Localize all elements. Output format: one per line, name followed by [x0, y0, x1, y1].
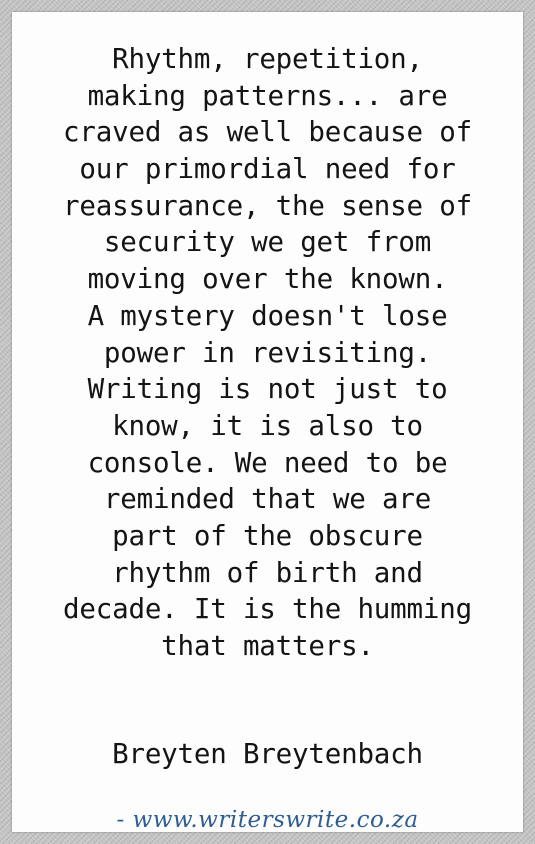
- quote-card: [12, 12, 523, 832]
- quote-line: power in revisiting.: [103, 336, 432, 369]
- quote-line: Writing is not just to: [87, 373, 448, 406]
- quote-line: part of the obscure: [112, 519, 423, 552]
- quote-line: reminded that we are: [103, 483, 432, 516]
- quote-line: know, it is also to: [112, 409, 423, 442]
- quote-line: console. We need to be: [87, 446, 448, 479]
- quote-line: our primordial need for: [79, 153, 456, 186]
- quote-line: making patterns... are: [87, 79, 448, 112]
- quote-line: rhythm of birth and: [112, 556, 423, 589]
- quote-text: [12, 41, 523, 665]
- quote-line: decade. It is the humming: [63, 593, 472, 626]
- quote-line: moving over the known.: [87, 263, 448, 296]
- quote-line: reassurance, the sense of: [63, 189, 472, 222]
- quote-line: Rhythm, repetition,: [112, 43, 423, 75]
- website-credit: - www.writerswrite.co.za: [116, 807, 419, 833]
- quote-line: craved as well because of: [63, 116, 472, 149]
- quote-line: A mystery doesn't lose: [87, 299, 448, 332]
- quote-line: security we get from: [103, 226, 432, 259]
- quote-line: that matters.: [161, 630, 374, 662]
- quote-author: Breyten Breytenbach: [112, 738, 423, 770]
